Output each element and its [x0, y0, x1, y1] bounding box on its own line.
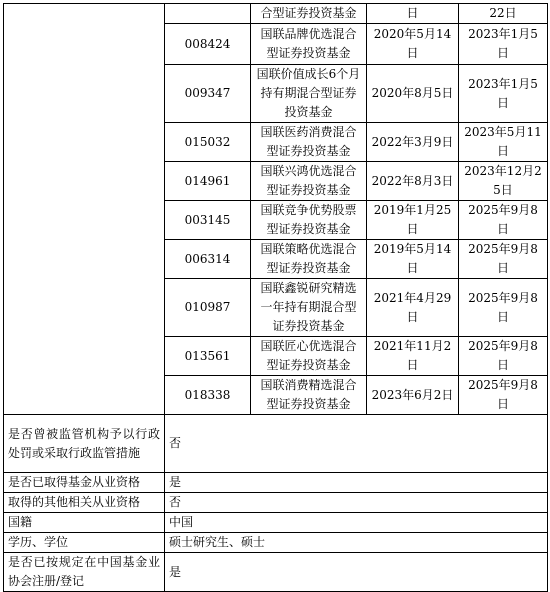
fund-code: 003145 [165, 201, 251, 240]
fund-start-date: 日 [367, 4, 459, 24]
fund-name: 国联策略优选混合型证券投资基金 [251, 240, 367, 279]
info-row [4, 553, 548, 592]
fund-start-date: 2020年8月5日 [367, 65, 459, 123]
fund-code: 015032 [165, 123, 251, 162]
fund-start-date: 2022年3月9日 [367, 123, 459, 162]
fund-name: 国联医药消费混合型证券投资基金 [251, 123, 367, 162]
info-label: 国籍 [4, 513, 165, 533]
fund-start-date: 2023年6月2日 [367, 376, 459, 415]
info-row [4, 533, 548, 553]
fund-code: 009347 [165, 65, 251, 123]
info-label: 是否已取得基金从业资格 [4, 473, 165, 493]
fund-name: 国联匠心优选混合型证券投资基金 [251, 337, 367, 376]
info-value: 否 [165, 493, 548, 513]
info-value: 硕士研究生、硕士 [165, 533, 548, 553]
fund-name: 合型证券投资基金 [251, 4, 367, 24]
info-value: 否 [165, 415, 548, 473]
fund-end-date: 2025年9月8日 [459, 240, 548, 279]
fund-end-date: 2023年1月5日 [459, 65, 548, 123]
info-label: 取得的其他相关从业资格 [4, 493, 165, 513]
info-label: 是否已按规定在中国基金业协会注册/登记 [4, 553, 165, 592]
info-label: 是否曾被监管机构予以行政处罚或采取行政监管措施 [4, 415, 165, 473]
info-value: 是 [165, 553, 548, 592]
fund-end-date: 2025年9月8日 [459, 279, 548, 337]
fund-name: 国联消费精选混合型证券投资基金 [251, 376, 367, 415]
fund-end-date: 2025年9月8日 [459, 376, 548, 415]
info-value: 是 [165, 473, 548, 493]
merged-blank-cell [4, 4, 165, 415]
info-row [4, 513, 548, 533]
info-row [4, 415, 548, 473]
info-label: 学历、学位 [4, 533, 165, 553]
info-value: 中国 [165, 513, 548, 533]
fund-row [4, 4, 548, 24]
fund-end-date: 2023年1月5日 [459, 24, 548, 65]
fund-name: 国联竞争优势股票型证券投资基金 [251, 201, 367, 240]
fund-name: 国联兴鸿优选混合型证券投资基金 [251, 162, 367, 201]
fund-end-date: 2023年12月25日 [459, 162, 548, 201]
fund-code: 013561 [165, 337, 251, 376]
info-row [4, 473, 548, 493]
fund-code: 008424 [165, 24, 251, 65]
fund-end-date: 2025年9月8日 [459, 201, 548, 240]
fund-name: 国联鑫锐研究精选一年持有期混合型证券投资基金 [251, 279, 367, 337]
fund-code [165, 4, 251, 24]
fund-manager-info-table [3, 3, 548, 592]
fund-code: 014961 [165, 162, 251, 201]
fund-start-date: 2021年4月29日 [367, 279, 459, 337]
fund-end-date: 2025年9月8日 [459, 337, 548, 376]
fund-end-date: 22日 [459, 4, 548, 24]
fund-start-date: 2022年8月3日 [367, 162, 459, 201]
fund-start-date: 2019年1月25日 [367, 201, 459, 240]
fund-code: 018338 [165, 376, 251, 415]
fund-start-date: 2020年5月14日 [367, 24, 459, 65]
fund-start-date: 2019年5月14日 [367, 240, 459, 279]
fund-name: 国联价值成长6个月持有期混合型证券投资基金 [251, 65, 367, 123]
fund-name: 国联品牌优选混合型证券投资基金 [251, 24, 367, 65]
fund-end-date: 2023年5月11日 [459, 123, 548, 162]
info-row [4, 493, 548, 513]
fund-code: 006314 [165, 240, 251, 279]
fund-code: 010987 [165, 279, 251, 337]
fund-start-date: 2021年11月2日 [367, 337, 459, 376]
